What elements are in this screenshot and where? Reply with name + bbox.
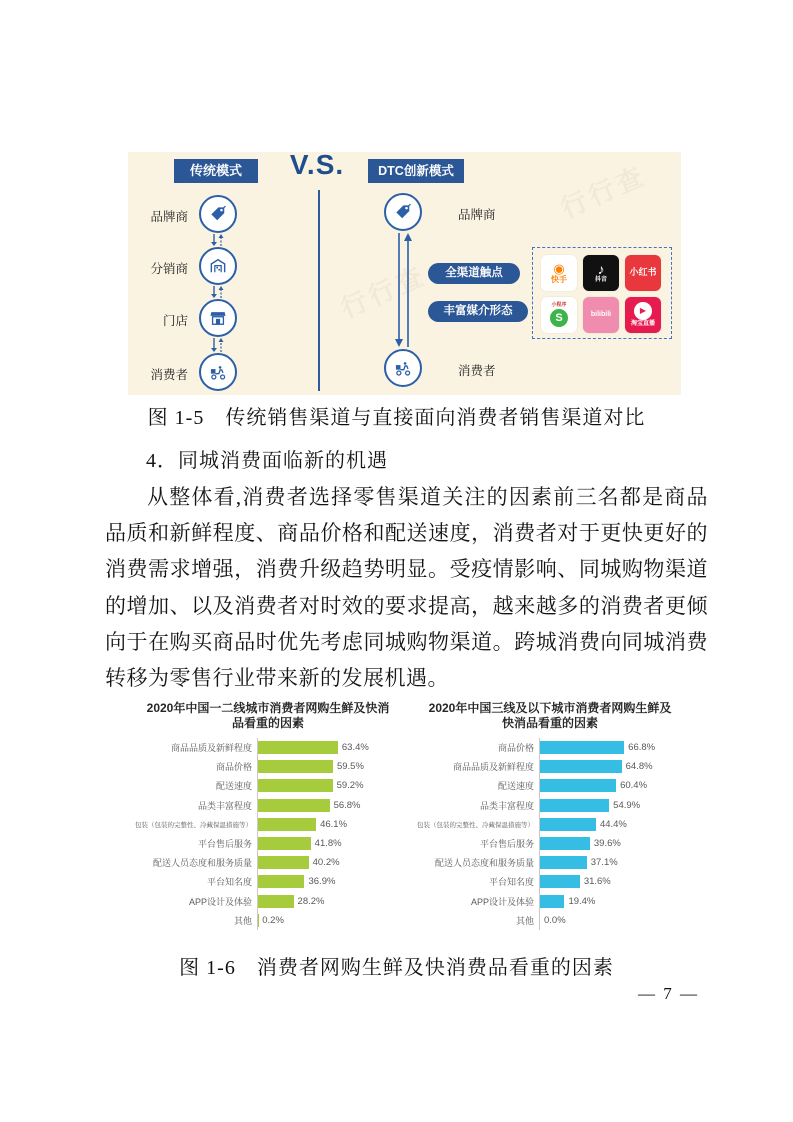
page-number: — 7 — bbox=[638, 984, 699, 1003]
delivery-scooter-icon bbox=[208, 362, 228, 382]
watermark-text: 行行查 bbox=[336, 259, 431, 324]
chart-row bbox=[415, 892, 685, 911]
category-label: 品类丰富程度 bbox=[197, 800, 252, 811]
body-paragraph bbox=[105, 479, 708, 696]
bar-area bbox=[257, 872, 403, 891]
value-label: 54.9% bbox=[613, 799, 641, 811]
left-node-label: 门店 bbox=[162, 314, 188, 328]
paragraph-line: 向于在购买商品时优先考虑同城购物渠道。跨城消费向同城消费 bbox=[105, 629, 708, 654]
bar-area bbox=[539, 815, 685, 834]
category-label: 平台售后服务 bbox=[479, 839, 534, 850]
app-label: bilibili bbox=[590, 311, 612, 319]
bar-area bbox=[257, 911, 403, 930]
xiaohongshu-icon bbox=[625, 255, 661, 291]
bar-area bbox=[539, 738, 685, 757]
down-up-arrows bbox=[209, 338, 227, 352]
bar bbox=[540, 779, 616, 792]
value-label: 37.1% bbox=[590, 857, 618, 869]
bar bbox=[540, 799, 609, 812]
chart-row bbox=[133, 738, 403, 757]
chart-row bbox=[133, 796, 403, 815]
chart-row bbox=[415, 834, 685, 853]
bar-area bbox=[257, 815, 403, 834]
section-heading: 4．同城消费面临新的机遇 bbox=[146, 450, 388, 472]
kuaishou-icon bbox=[541, 255, 577, 291]
value-label: 39.6% bbox=[593, 838, 621, 850]
down-up-arrows bbox=[209, 234, 227, 246]
figure-1-6-charts bbox=[133, 701, 685, 930]
category-label: 商品品质及新鲜程度 bbox=[170, 743, 252, 754]
paragraph-line: 转移为零售行业带来新的发展机遇。 bbox=[105, 666, 449, 691]
figure-1-5-caption: 图 1-5 传统销售渠道与直接面向消费者销售渠道对比 bbox=[147, 407, 646, 429]
left-node-label: 品牌商 bbox=[150, 210, 188, 224]
chart-title-line: 品看重的因素 bbox=[231, 716, 304, 730]
vs-label: V.S. bbox=[289, 149, 345, 180]
consumer-node bbox=[199, 353, 237, 391]
value-label: 0.0% bbox=[544, 914, 566, 926]
app-label: 抖音 bbox=[594, 277, 607, 284]
category-label: APP设计及体验 bbox=[188, 896, 252, 907]
omnichannel-touchpoints-pill: 全渠道触点 bbox=[428, 263, 520, 284]
chart-row bbox=[415, 757, 685, 776]
bar bbox=[540, 818, 596, 831]
category-label: 商品价格 bbox=[215, 762, 252, 773]
dtc-model-header: DTC创新模式 bbox=[368, 159, 464, 183]
app-glyph: ♪ bbox=[597, 261, 605, 278]
app-glyph: ◉ bbox=[553, 260, 565, 276]
down-up-arrows bbox=[209, 286, 227, 298]
app-label: 小程序 bbox=[551, 301, 567, 308]
chart-row bbox=[133, 911, 403, 930]
category-label: 包装（包装的完整性、冷藏保温措施等） bbox=[417, 821, 534, 829]
figure-1-5-diagram bbox=[128, 149, 681, 395]
chart-row bbox=[415, 776, 685, 795]
value-label: 41.8% bbox=[314, 838, 342, 850]
chart-row bbox=[415, 872, 685, 891]
bar-area bbox=[539, 757, 685, 776]
bilibili-icon bbox=[583, 297, 619, 333]
left-node-label: 分销商 bbox=[150, 262, 188, 276]
category-label: 平台知名度 bbox=[206, 877, 252, 888]
store-node bbox=[199, 299, 237, 337]
category-label: 其他 bbox=[233, 915, 252, 926]
delivery-scooter-icon bbox=[393, 358, 413, 378]
value-label: 36.9% bbox=[308, 876, 336, 888]
storefront-icon bbox=[208, 308, 228, 328]
chart-rows bbox=[133, 738, 403, 930]
bar bbox=[540, 760, 622, 773]
app-label: 淘宝直播 bbox=[630, 321, 655, 328]
bar-area bbox=[539, 872, 685, 891]
category-label: 平台售后服务 bbox=[197, 839, 252, 850]
chart-tier3-below-cities bbox=[415, 701, 685, 930]
bar-area bbox=[257, 776, 403, 795]
value-label: 31.6% bbox=[583, 876, 611, 888]
chart-row bbox=[415, 911, 685, 930]
category-label: 平台知名度 bbox=[488, 877, 534, 888]
value-label: 28.2% bbox=[297, 895, 325, 907]
chart-title-line: 2020年中国三线及以下城市消费者网购生鲜及 bbox=[428, 701, 672, 715]
value-label: 0.2% bbox=[262, 914, 284, 926]
value-label: 46.1% bbox=[320, 818, 348, 830]
value-label: 64.8% bbox=[625, 761, 653, 773]
rich-media-forms-pill: 丰富媒介形态 bbox=[428, 301, 528, 322]
chart-tier1-2-cities bbox=[133, 701, 403, 930]
bar bbox=[258, 779, 333, 792]
bar bbox=[258, 741, 338, 754]
warehouse-icon bbox=[208, 256, 228, 276]
chart-row bbox=[133, 872, 403, 891]
bar bbox=[258, 818, 316, 831]
chart-row bbox=[415, 738, 685, 757]
bar bbox=[258, 837, 311, 850]
chart-row bbox=[133, 853, 403, 872]
value-label: 40.2% bbox=[312, 857, 340, 869]
bar-area bbox=[539, 911, 685, 930]
value-label: 63.4% bbox=[341, 742, 369, 754]
category-label: 配送人员态度和服务质量 bbox=[152, 858, 252, 869]
app-icons-panel bbox=[532, 247, 672, 339]
bar bbox=[258, 760, 333, 773]
bar-area bbox=[539, 892, 685, 911]
category-label: 配送人员态度和服务质量 bbox=[434, 858, 534, 869]
paragraph-line: 的增加、以及消费者对时效的要求提高，越来越多的消费者更倾 bbox=[105, 593, 708, 618]
category-label: 包装（包装的完整性、冷藏保温措施等） bbox=[135, 821, 252, 829]
bar bbox=[540, 837, 590, 850]
value-label: 59.5% bbox=[336, 761, 364, 773]
chart-title-line: 2020年中国一二线城市消费者网购生鲜及快消 bbox=[146, 701, 390, 715]
chart-row bbox=[133, 892, 403, 911]
bar-area bbox=[257, 834, 403, 853]
douyin-icon bbox=[583, 255, 619, 291]
figure-1-6-caption: 图 1-6 消费者网购生鲜及快消费品看重的因素 bbox=[179, 957, 614, 979]
left-node-label: 消费者 bbox=[150, 368, 188, 382]
bar bbox=[258, 875, 304, 888]
paragraph-line: 消费需求增强，消费升级趋势明显。受疫情影响、同城购物渠道 bbox=[105, 557, 708, 582]
chart-row bbox=[133, 834, 403, 853]
category-label: APP设计及体验 bbox=[470, 896, 534, 907]
paragraph-line: 品质和新鲜程度、商品价格和配送速度，消费者对于更快更好的 bbox=[105, 521, 708, 546]
bar bbox=[258, 856, 309, 869]
bar bbox=[540, 741, 624, 754]
category-label: 其他 bbox=[515, 915, 534, 926]
chart-title-line: 快消品看重的因素 bbox=[501, 716, 598, 730]
app-label: 快手 bbox=[551, 274, 567, 284]
value-label: 56.8% bbox=[333, 799, 361, 811]
app-label: 小红书 bbox=[629, 267, 657, 278]
tag-icon bbox=[208, 204, 228, 224]
double-exchange-arrows bbox=[391, 233, 417, 347]
value-label: 44.4% bbox=[599, 818, 627, 830]
value-label: 59.2% bbox=[336, 780, 364, 792]
bar-area bbox=[257, 757, 403, 776]
bar-area bbox=[539, 796, 685, 815]
bar bbox=[540, 895, 564, 908]
brand-node bbox=[199, 195, 237, 233]
bar-area bbox=[539, 853, 685, 872]
chart-row bbox=[415, 796, 685, 815]
vertical-divider bbox=[318, 190, 320, 391]
dtc-brand-node bbox=[384, 193, 422, 231]
chart-row bbox=[415, 815, 685, 834]
bar-area bbox=[257, 892, 403, 911]
distributor-node bbox=[199, 247, 237, 285]
bar bbox=[540, 856, 587, 869]
dtc-consumer-node bbox=[384, 349, 422, 387]
bar bbox=[258, 895, 294, 908]
taobao-live-icon bbox=[625, 297, 661, 333]
bar bbox=[258, 799, 330, 812]
tag-icon bbox=[393, 202, 413, 222]
chart-rows bbox=[415, 738, 685, 930]
watermark-text: 行行查 bbox=[556, 159, 651, 224]
category-label: 配送速度 bbox=[497, 781, 534, 792]
chart-row bbox=[133, 757, 403, 776]
bar-area bbox=[257, 796, 403, 815]
category-label: 品类丰富程度 bbox=[479, 800, 534, 811]
chart-row bbox=[133, 815, 403, 834]
bar bbox=[540, 875, 580, 888]
bar-area bbox=[539, 776, 685, 795]
category-label: 商品价格 bbox=[497, 743, 534, 754]
right-node-label: 品牌商 bbox=[458, 208, 496, 222]
value-label: 60.4% bbox=[620, 780, 648, 792]
bar-area bbox=[539, 834, 685, 853]
bar-area bbox=[257, 853, 403, 872]
traditional-model-header: 传统模式 bbox=[174, 159, 258, 183]
right-node-label: 消费者 bbox=[458, 364, 496, 378]
bar-area bbox=[257, 738, 403, 757]
value-label: 66.8% bbox=[628, 742, 656, 754]
value-label: 19.4% bbox=[568, 895, 596, 907]
app-glyph: S bbox=[550, 309, 568, 327]
app-glyph: ▶ bbox=[634, 302, 652, 320]
category-label: 商品品质及新鲜程度 bbox=[452, 762, 534, 773]
paragraph-line: 从整体看,消费者选择零售渠道关注的因素前三名都是商品 bbox=[147, 485, 708, 509]
weixin-miniprogram-icon bbox=[541, 297, 577, 333]
chart-row bbox=[415, 853, 685, 872]
chart-row bbox=[133, 776, 403, 795]
category-label: 配送速度 bbox=[215, 781, 252, 792]
